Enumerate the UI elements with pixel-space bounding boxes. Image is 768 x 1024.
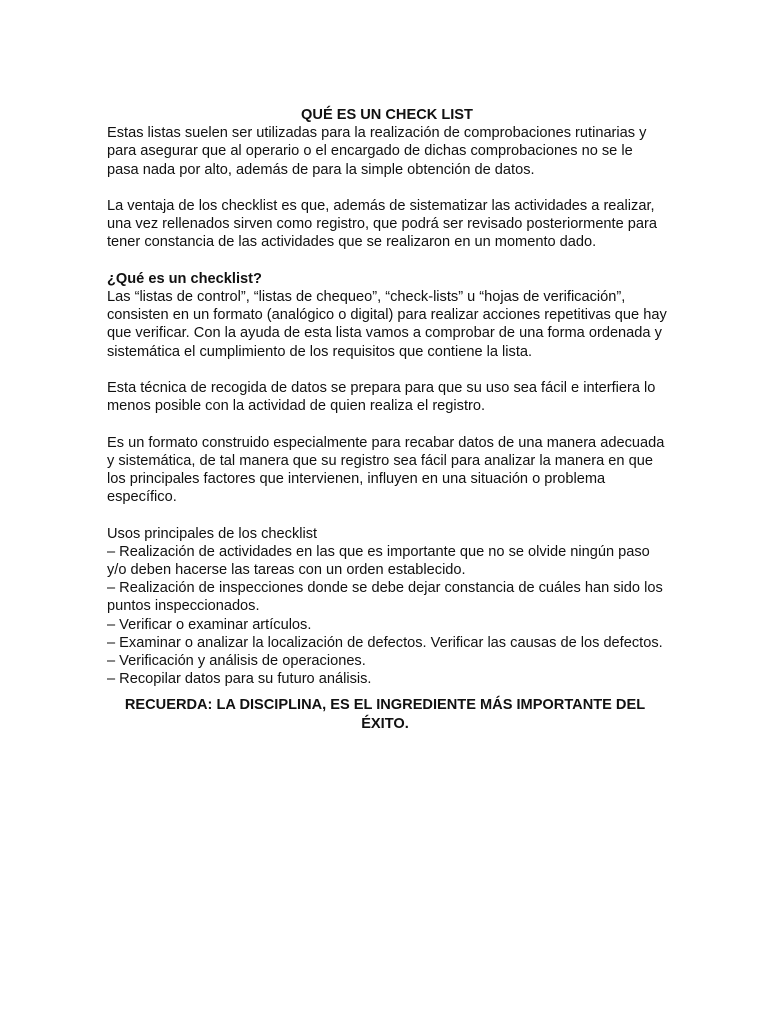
intro-paragraph-1: Estas listas suelen ser utilizadas para la realización de comprobaciones rutinarias y para asegurar que al operario o el encargado de dichas comprobaciones no se le pasa nada por alto, además de para la simple obtención de datos. (107, 125, 647, 178)
list-item: – Recopilar datos para su futuro análisis. (107, 671, 372, 688)
list-item: – Examinar o analizar la localización de defectos. Verificar las causas de los defectos. (107, 634, 663, 651)
spacer (107, 415, 667, 433)
list-item: – Verificación y análisis de operaciones. (107, 653, 366, 670)
section-paragraph-3: Es un formato construido especialmente para recabar datos de una manera adecuada y sistemática, de tal manera que su registro sea fácil para analizar la manera en que los principales factores que intervienen, influyen en una situación o problema específico. (107, 434, 665, 506)
uses-heading: Usos principales de los checklist (107, 525, 318, 542)
document-title: QUÉ ES UN CHECK LIST (301, 107, 473, 123)
list-item: – Verificar o examinar artículos. (107, 616, 312, 633)
spacer (107, 506, 667, 524)
uses-list (107, 543, 667, 689)
closing-statement: RECUERDA: LA DISCIPLINA, ES EL INGREDIENTE MÁS IMPORTANTE DEL ÉXITO. (124, 697, 646, 732)
list-item: – Realización de inspecciones donde se debe dejar constancia de cuáles han sido los puntos inspeccionados. (107, 580, 663, 615)
spacer (107, 252, 667, 270)
spacer (107, 361, 667, 379)
spacer (107, 179, 667, 197)
section-heading: ¿Qué es un checklist? (107, 270, 262, 287)
intro-paragraph-2: La ventaja de los checklist es que, además de sistematizar las actividades a realizar, una vez rellenados sirven como registro, que podrá ser revisado posteriormente para tener constancia de las actividades que se realizaron en un momento dado. (107, 198, 657, 251)
document-body (107, 106, 667, 733)
section-paragraph-2: Esta técnica de recogida de datos se prepara para que su uso sea fácil e interfiera lo menos posible con la actividad de quien realiza el registro. (107, 380, 656, 415)
section-paragraph-1: Las “listas de control”, “listas de chequeo”, “check-lists” u “hojas de verificación”, consisten en un formato (analógico o digital) para realizar acciones repetitivas que hay que verificar. Con la ayuda de esta lista vamos a comprobar de una forma ordenada y sistemática el cumplimiento de los requisitos que contiene la lista. (107, 289, 667, 360)
list-item: – Realización de actividades en las que es importante que no se olvide ningún paso y/o deben hacerse las tareas con un orden establecido. (107, 543, 650, 578)
